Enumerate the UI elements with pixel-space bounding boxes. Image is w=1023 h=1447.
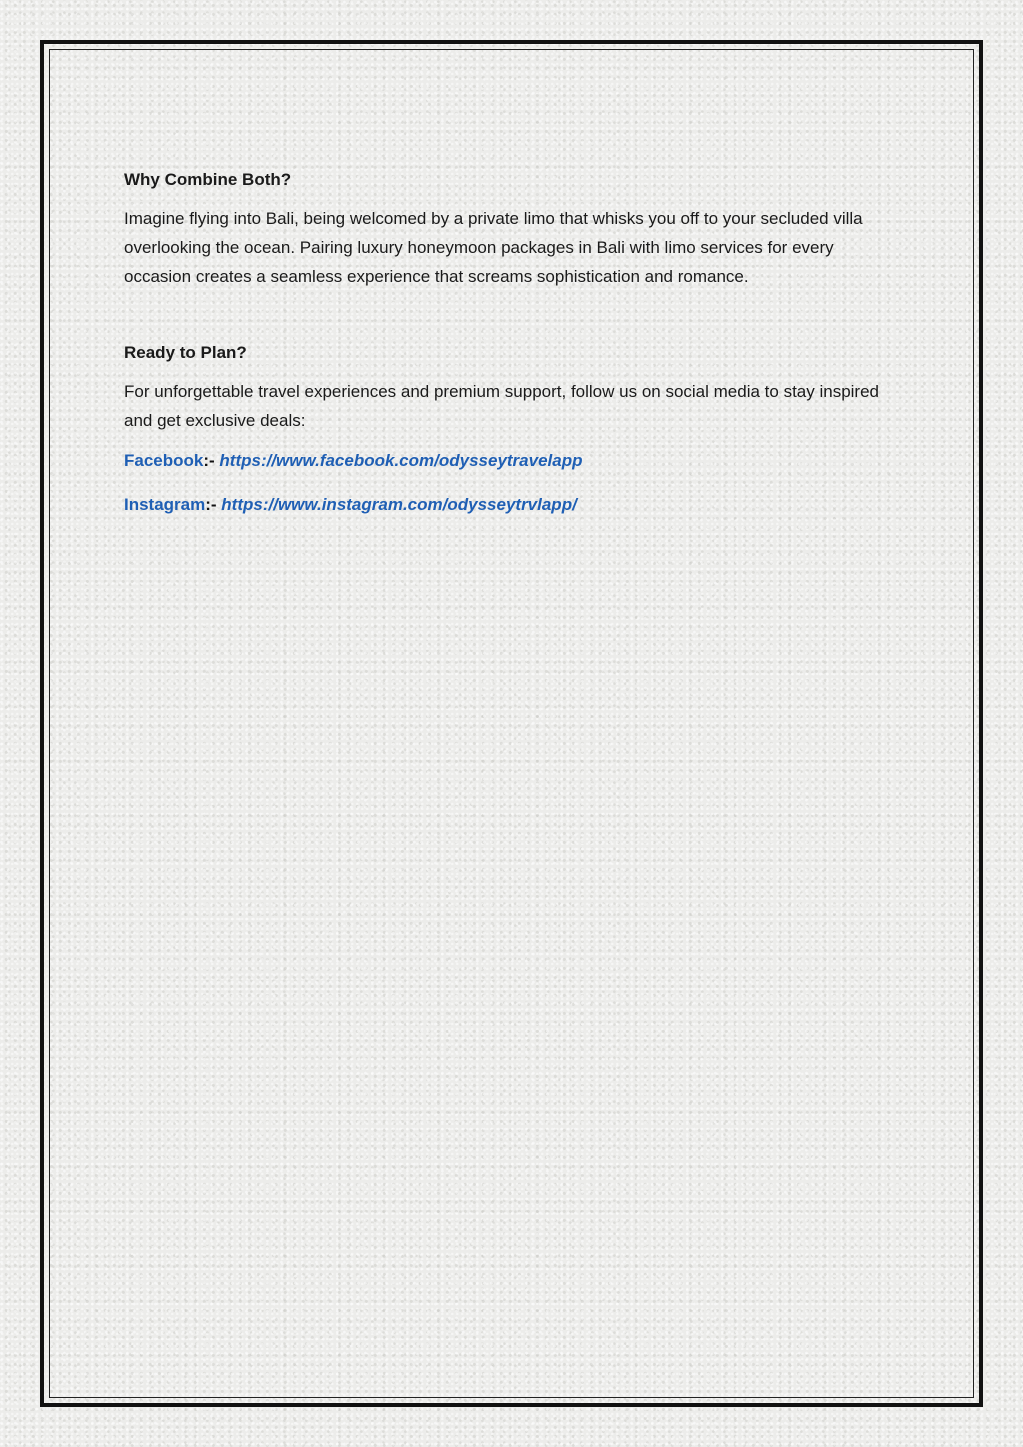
instagram-label: Instagram (124, 495, 206, 514)
facebook-separator: :- (203, 451, 220, 470)
heading-ready-to-plan: Ready to Plan? (124, 343, 247, 362)
paragraph-why-combine: Imagine flying into Bali, being welcomed by a private limo that whisks you off to your secluded villa overlooking the ocean. Pairing luxury honeymoon packages in Bali with limo services for every occasion creates a seamless experience that screams sophistication and romance. (124, 209, 863, 286)
section-spacer (124, 291, 904, 341)
document-content (124, 168, 904, 517)
facebook-link[interactable]: https://www.facebook.com/odysseytravelapp (219, 451, 583, 470)
facebook-label: Facebook (124, 451, 204, 470)
instagram-link[interactable]: https://www.instagram.com/odysseytrvlapp/ (221, 495, 577, 514)
paragraph-ready-to-plan: For unforgettable travel experiences and premium support, follow us on social media to stay inspired and get exclusive deals: (124, 382, 879, 430)
heading-why-combine: Why Combine Both? (124, 170, 292, 189)
instagram-line (124, 493, 904, 517)
facebook-line (124, 449, 904, 473)
instagram-separator: :- (205, 495, 222, 514)
